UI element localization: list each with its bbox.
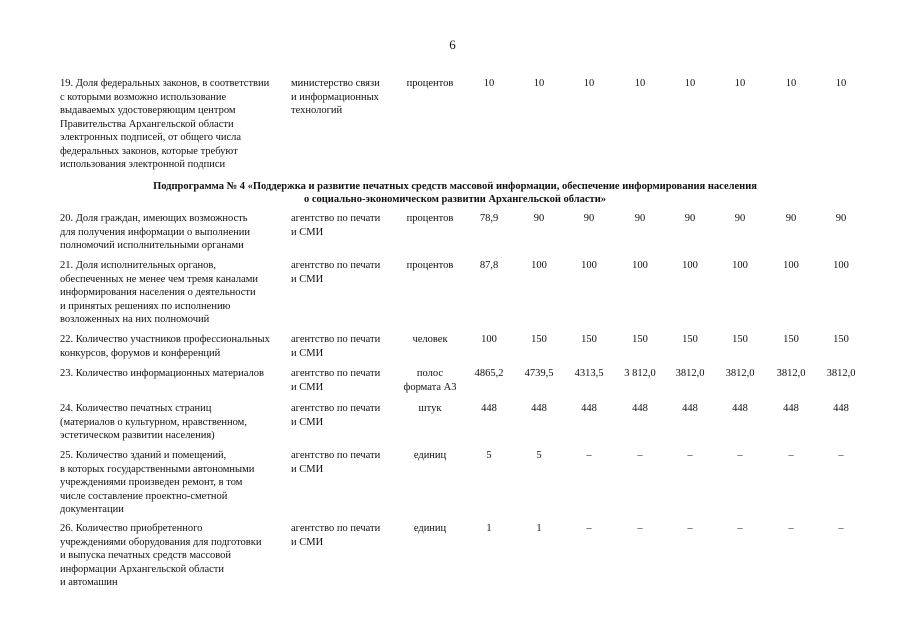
value-cell: 90 [583,213,595,224]
value-cell: – [637,450,643,461]
value-cell: 150 [682,334,698,345]
value-cell: 448 [732,403,748,414]
value-cell: 100 [581,260,597,271]
indicator-name: 21. Доля исполнительных органов, обеспеченных не менее чем тремя каналами информирования населения о деятельности и принятых решениях по исполнению возложенных на них полномочий [60,260,259,325]
indicator-name: 19. Доля федеральных законов, в соответствии с которыми возможно использование выдаваемых удостоверяющим центром Правительства Архангельской области электронных подписей, от общего числа федеральных законов, которые требуют использования электронной подписи [60,78,270,170]
value-cell: 448 [581,403,597,414]
executor: агентство по печати и СМИ [291,450,381,475]
value-cell: 10 [583,78,595,89]
value-cell: 150 [632,334,648,345]
value-cell: 448 [632,403,648,414]
value-cell: 10 [835,78,847,89]
indicator-name: 20. Доля граждан, имеющих возможность для получения информации о выполнении полномочий исполнительными органами [60,213,250,251]
page-number: 6 [449,37,456,52]
value-cell: 448 [682,403,698,414]
value-cell: 90 [835,213,847,224]
unit: единиц [413,450,447,461]
value-cell: 5 [486,450,492,461]
value-cell: 3 812,0 [624,368,656,379]
value-cell: 150 [581,334,597,345]
value-cell: – [687,450,693,461]
value-cell: 90 [785,213,797,224]
value-cell: 150 [783,334,799,345]
value-cell: 100 [682,260,698,271]
executor: агентство по печати и СМИ [291,403,381,428]
executor: агентство по печати и СМИ [291,523,381,548]
indicator-name: 26. Количество приобретенного учреждениями оборудования для подготовки и выпуска печатных средств массовой информации Архангельской области и автомашин [60,523,262,588]
value-cell: 90 [734,213,746,224]
value-cell: – [737,523,743,534]
value-cell: 90 [684,213,696,224]
value-cell: – [838,523,844,534]
value-cell: 448 [783,403,799,414]
unit: штук [418,403,442,414]
executor: агентство по печати и СМИ [291,334,381,359]
value-cell: 150 [531,334,547,345]
value-cell: 10 [533,78,545,89]
indicator-name: 24. Количество печатных страниц (материалов о культурном, нравственном, эстетическом развитии населения) [60,403,247,441]
value-cell: 100 [531,260,547,271]
unit: процентов [406,213,454,224]
indicator-name: 25. Количество зданий и помещений, в которых государственными автономными учреждениями произведен ремонт, в том числе составление проектно-сметной документации [60,450,255,515]
value-cell: 1 [486,523,492,534]
value-cell: 10 [483,78,495,89]
unit: процентов [406,260,454,271]
indicator-name: 22. Количество участников профессиональных конкурсов, форумов и конференций [60,334,270,359]
value-cell: 3812,0 [675,368,705,379]
value-cell: – [637,523,643,534]
unit: единиц [413,523,447,534]
unit: человек [412,334,448,345]
executor: агентство по печати и СМИ [291,213,381,238]
value-cell: 100 [632,260,648,271]
indicator-name: 23. Количество информационных материалов [60,368,264,379]
value-cell: – [737,450,743,461]
value-cell: 100 [783,260,799,271]
value-cell: 100 [732,260,748,271]
value-cell: 3812,0 [776,368,806,379]
value-cell: 10 [785,78,797,89]
value-cell: 100 [481,334,497,345]
value-cell: 448 [481,403,497,414]
value-cell: 100 [833,260,849,271]
value-cell: – [788,523,794,534]
value-cell: 90 [634,213,646,224]
value-cell: 4739,5 [524,368,554,379]
unit: полос формата А3 [403,368,457,393]
value-cell: – [687,523,693,534]
value-cell: 1 [536,523,542,534]
value-cell: 3812,0 [826,368,856,379]
value-cell: 87,8 [479,260,499,271]
value-cell: 4313,5 [574,368,604,379]
executor: министерство связи и информационных технологий [291,78,380,116]
value-cell: 10 [684,78,696,89]
value-cell: 3812,0 [725,368,755,379]
value-cell: 448 [833,403,849,414]
value-cell: 4865,2 [474,368,504,379]
unit: процентов [406,78,454,89]
executor: агентство по печати и СМИ [291,368,381,393]
value-cell: – [788,450,794,461]
value-cell: – [586,450,592,461]
value-cell: 78,9 [479,213,499,224]
value-cell: 10 [634,78,646,89]
value-cell: 150 [732,334,748,345]
value-cell: – [586,523,592,534]
value-cell: 10 [734,78,746,89]
executor: агентство по печати и СМИ [291,260,381,285]
value-cell: 448 [531,403,547,414]
value-cell: 5 [536,450,542,461]
subprogram-title: Подпрограмма № 4 «Поддержка и развитие печатных средств массовой информации, обеспечение информирования населения о социально-экономическом развитии Архангельской области» [153,181,757,205]
value-cell: 90 [533,213,545,224]
value-cell: – [838,450,844,461]
value-cell: 150 [833,334,849,345]
